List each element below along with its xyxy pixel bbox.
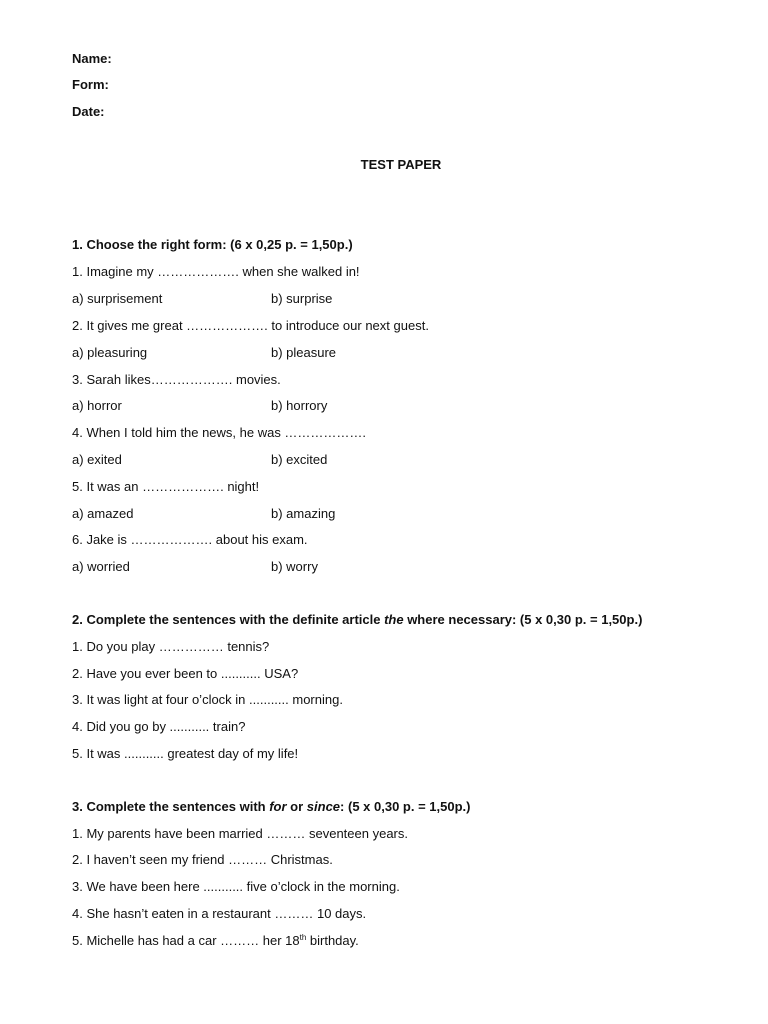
section3-heading-pre: 3. Complete the sentences with: [72, 799, 270, 814]
s1-option-a-4: a) exited: [72, 452, 122, 467]
s2-item-5: 5. It was ........... greatest day of my life!: [72, 746, 299, 761]
section3-heading-post: : (5 x 0,30 p. = 1,50p.): [340, 799, 471, 814]
s1-question-1: 1. Imagine my ………………. when she walked in!: [72, 264, 360, 279]
s3-item-5-post: birthday.: [306, 933, 359, 948]
s1-question-4: 4. When I told him the news, he was ……………….: [72, 425, 367, 440]
s3-item-4: 4. She hasn’t eaten in a restaurant ……… 10 days.: [72, 906, 367, 921]
s1-option-b-3: b) horrory: [271, 398, 328, 413]
s1-option-b-4: b) excited: [271, 452, 328, 467]
section3-heading-for: for: [269, 799, 287, 814]
section2-heading-post: where necessary: (5 x 0,30 p. = 1,50p.): [403, 612, 643, 627]
s2-item-4: 4. Did you go by ........... train?: [72, 719, 246, 734]
s1-option-a-3: a) horror: [72, 398, 122, 413]
date-label: Date:: [72, 104, 105, 119]
s3-item-5: [72, 933, 359, 949]
s1-option-b-1: b) surprise: [271, 291, 333, 306]
section3-heading: [72, 799, 470, 815]
s3-item-1: 1. My parents have been married ……… seventeen years.: [72, 826, 408, 841]
s1-option-b-2: b) pleasure: [271, 345, 337, 360]
s2-item-1: 1. Do you play …………… tennis?: [72, 639, 270, 654]
section2-heading-pre: 2. Complete the sentences with the definite article: [72, 612, 385, 627]
s1-option-b-5: b) amazing: [271, 506, 336, 521]
s3-item-5-pre: 5. Michelle has had a car ……… her 18: [72, 933, 300, 948]
s1-question-5: 5. It was an ………………. night!: [72, 479, 260, 494]
s3-item-2: 2. I haven’t seen my friend ……… Christmas.: [72, 852, 333, 867]
s3-item-3: 3. We have been here ........... five o’clock in the morning.: [72, 879, 400, 894]
s1-option-a-1: a) surprisement: [72, 291, 163, 306]
s1-question-2: 2. It gives me great ………………. to introduce our next guest.: [72, 318, 429, 333]
s1-question-6: 6. Jake is ………………. about his exam.: [72, 532, 308, 547]
section2-heading: [72, 612, 642, 628]
section1-heading: 1. Choose the right form: (6 x 0,25 p. = 1,50p.): [72, 237, 353, 252]
section2-heading-emphasis: the: [384, 612, 404, 627]
section3-heading-since: since: [306, 799, 341, 814]
s1-option-a-2: a) pleasuring: [72, 345, 148, 360]
s2-item-3: 3. It was light at four o’clock in ........... morning.: [72, 692, 343, 707]
s1-option-a-5: a) amazed: [72, 506, 134, 521]
form-label: Form:: [72, 77, 109, 92]
page-title: TEST PAPER: [360, 157, 442, 172]
s1-option-a-6: a) worried: [72, 559, 130, 574]
name-label: Name:: [72, 51, 112, 66]
section3-heading-mid: or: [286, 799, 307, 814]
s2-item-2: 2. Have you ever been to ........... USA?: [72, 666, 299, 681]
s3-item-5-superscript: th: [299, 933, 307, 942]
s1-question-3: 3. Sarah likes………………. movies.: [72, 372, 281, 387]
s1-option-b-6: b) worry: [271, 559, 318, 574]
